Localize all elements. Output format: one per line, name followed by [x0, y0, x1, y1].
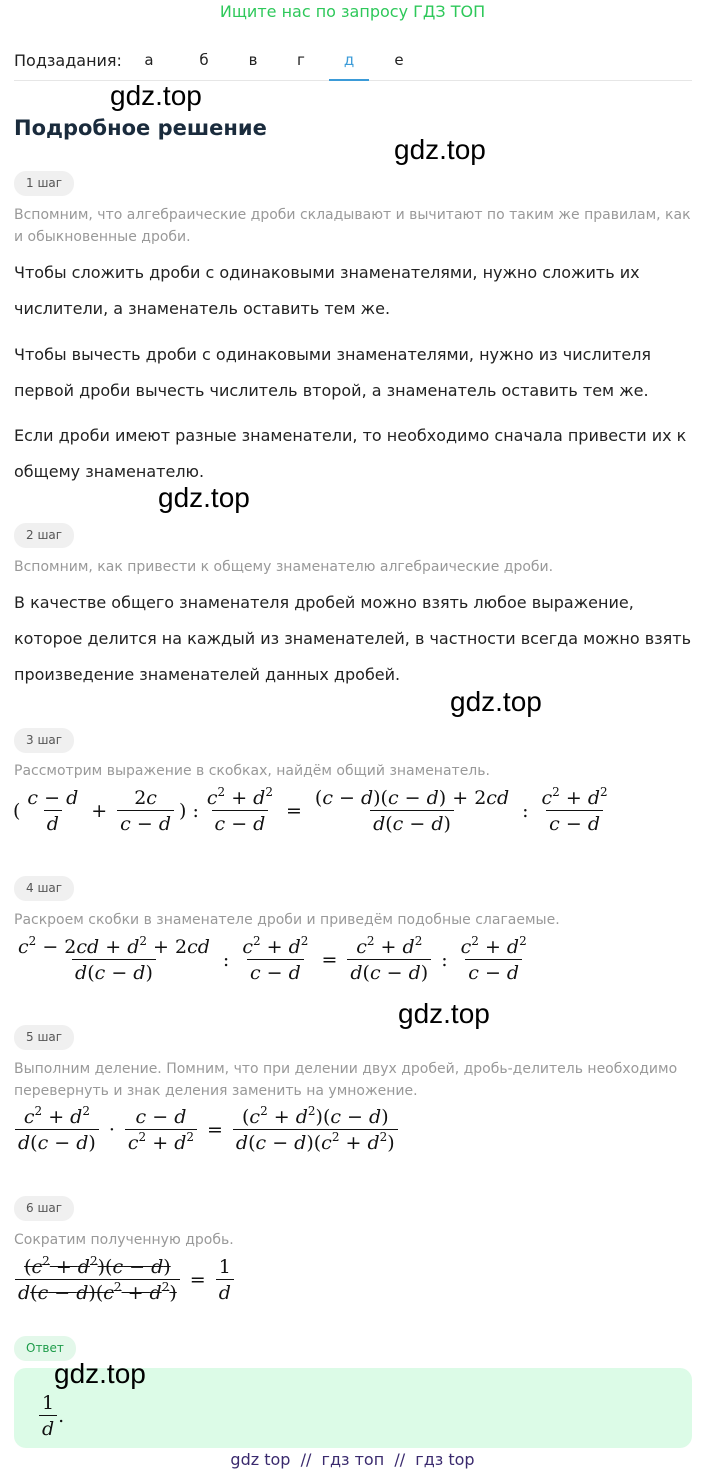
step-hint: Раскроем скобки в знаменателе дроби и приведём подобные слагаемые. — [14, 912, 560, 928]
watermark: gdz.top — [394, 134, 486, 165]
tab-a[interactable]: а — [144, 51, 154, 69]
step-badge: 4 шаг — [14, 876, 74, 901]
formula-step-4: $\frac{c^2 - 2cd + d^2 + 2cd}{d(c - d)}$ : $\frac{c^2 + d^2}{c - d}$ = $\frac{c^2 + d^2}{d(c - d)}$ : $\frac{c^2 + d^2}{c - d}$ — [18, 934, 527, 984]
watermark: gdz.top — [54, 1358, 146, 1389]
page-title: Подробное решение — [14, 116, 267, 140]
tab-e[interactable]: е — [394, 51, 404, 69]
formula-step-6: $\frac{(c^2 + d^2)(c - d)}{d(c - d)(c^2 + d^2)}$ = $\frac{1}{d}$ — [12, 1256, 237, 1304]
step-badge: 1 шаг — [14, 171, 74, 196]
answer-formula: $\frac{1}{d}$ . — [36, 1392, 64, 1440]
formula-step-5: $\frac{c^2 + d^2}{d(c - d)}$ · $\frac{c - d}{c^2 + d^2}$ = $\frac{(c^2 + d^2)(c - d)}{d(c - d)(c^2 + d^2)}$ — [12, 1106, 401, 1154]
step-hint: Сократим полученную дробь. — [14, 1232, 234, 1248]
step-badge: 2 шаг — [14, 523, 74, 548]
step-hint: Вспомним, что алгебраические дроби складывают и вычитают по таким же правилам, как и обыкновенные дроби. — [14, 207, 691, 245]
watermark: gdz.top — [158, 482, 250, 513]
step-paragraph: Чтобы вычесть дроби с одинаковыми знаменателями, нужно из числителя первой дроби вычесть числитель второй, а знаменатель оставить тем же. — [14, 345, 652, 400]
step-hint: Рассмотрим выражение в скобках, найдём общий знаменатель. — [14, 763, 490, 779]
footer-links[interactable]: gdz top // гдз топ // гдз top — [230, 1450, 475, 1469]
tab-v[interactable]: в — [248, 51, 258, 69]
tab-d[interactable]: д — [329, 51, 369, 81]
step-hint: Вспомним, как привести к общему знаменателю алгебраические дроби. — [14, 559, 554, 575]
search-banner[interactable]: Ищите нас по запросу ГДЗ ТОП — [219, 2, 486, 21]
tab-b[interactable]: б — [199, 51, 209, 69]
watermark: gdz.top — [398, 998, 490, 1029]
tab-g[interactable]: г — [297, 51, 305, 69]
step-paragraph: Чтобы сложить дроби с одинаковыми знаменателями, нужно сложить их числители, а знаменатель оставить тем же. — [14, 263, 640, 318]
watermark: gdz.top — [450, 686, 542, 717]
answer-badge: Ответ — [14, 1336, 76, 1361]
watermark: gdz.top — [110, 80, 202, 111]
subtask-tabs — [14, 50, 692, 81]
step-hint: Выполним деление. Помним, что при делении двух дробей, дробь-делитель необходимо перевернуть и знак деления заменить на умножение. — [14, 1061, 678, 1099]
step-badge: 6 шаг — [14, 1196, 74, 1221]
subtasks-label: Подзадания: — [14, 51, 122, 70]
step-badge: 5 шаг — [14, 1025, 74, 1050]
step-badge: 3 шаг — [14, 728, 74, 753]
step-paragraph: Если дроби имеют разные знаменатели, то необходимо сначала привести их к общему знаменателю. — [14, 426, 687, 481]
formula-step-3: ( $\frac{c - d}{d}$ + $\frac{2c}{c - d}$ ) : $\frac{c^2 + d^2}{c - d}$ = $\frac{(c - d)(c - d) + 2cd}{d(c - d)}$ : $\frac{c^2 + d^2}{c - d}$ — [13, 785, 608, 835]
step-paragraph: В качестве общего знаменателя дробей можно взять любое выражение, которое делится на каждый из знаменателей, в частности всегда можно взять произведение знаменателей данных дробей. — [14, 593, 692, 684]
